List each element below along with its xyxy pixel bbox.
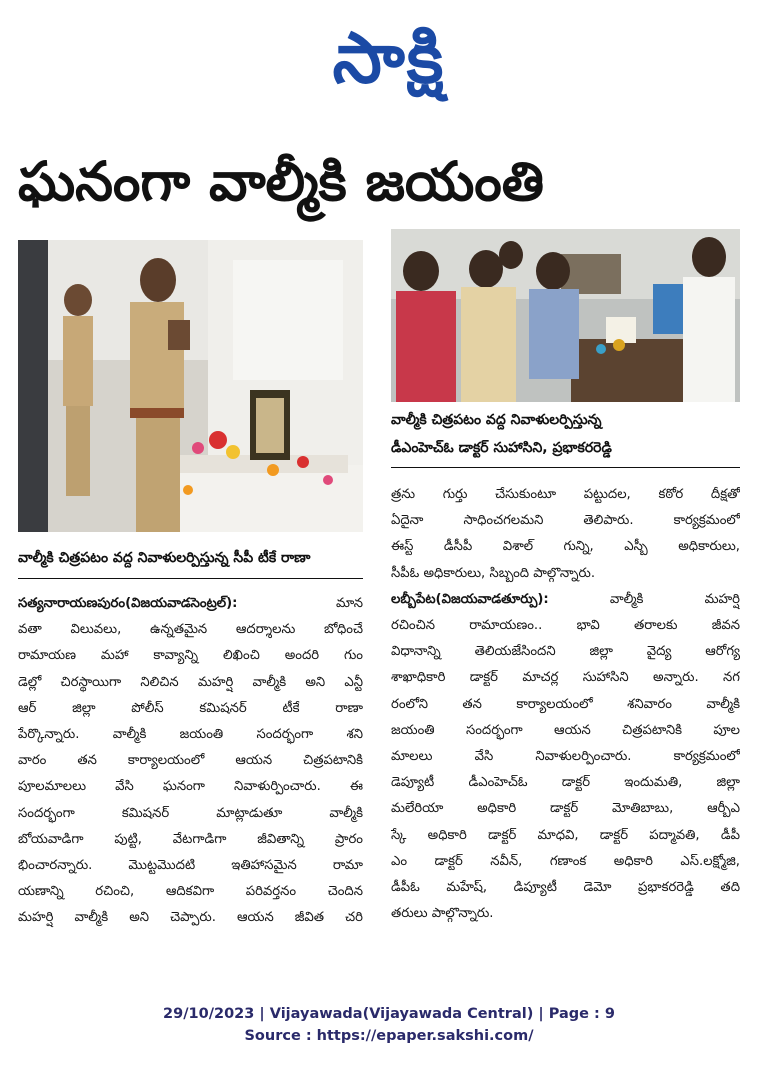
- photo-caption-right-line: వాల్మీకి చిత్రపటం వద్ద నివాళులర్పిస్తున్న: [391, 412, 602, 428]
- photo-caption-left: వాల్మీకి చిత్రపటం వద్ద నివాళులర్పిస్తున్న సీపీ టీకే రాణా: [18, 550, 311, 566]
- article-column-left: [18, 591, 363, 932]
- photo-commissioner-tribute: [18, 240, 363, 532]
- article-line: సీపీఓ అధికారులు, సిబ్బంది పాల్గొన్నారు.: [391, 565, 596, 581]
- article-line: రంలోని తన కార్యాలయంలో శనివారం వాల్మీకి: [391, 696, 740, 712]
- newspaper-logo: సాక్షి: [332, 17, 446, 99]
- article-line: ఈస్ట్ డీసీపీ విశాల్ గున్ని, ఎస్బీ అధికారులు,: [391, 539, 740, 555]
- article-line: భించారన్నారు. మొట్టమొదటి ఇతిహాసమైన రామా: [18, 858, 363, 874]
- article-line: స్కే అధికారి డాక్టర్ మాధవి, డాక్టర్ పద్మావతి, డీపీ: [391, 827, 740, 843]
- article-line: డెప్యూటీ డీఎంహెచ్ఓ డాక్టర్ ఇందుమతి, జిల్లా: [391, 775, 740, 791]
- article-line: డెల్లో చిరస్థాయిగా నిలిచిన మహర్షి వాల్మీకి అని ఎన్టీ: [18, 674, 363, 690]
- article-line: లబ్బీపేట(విజయవాడతూర్పు): వాల్మీకి మహర్షి: [391, 591, 740, 607]
- article-headline: ఘనంగా వాల్మీకి జయంతి: [18, 150, 544, 213]
- article-line: విధానాన్ని తెలియజేసిందని జిల్లా వైద్య ఆరోగ్య: [391, 644, 740, 660]
- article-line: పూలమాలలు వేసి ఘనంగా నివాళుర్పించారు. ఈ: [18, 779, 363, 795]
- article-line: సందర్భంగా కమిషనర్ మాట్లాడుతూ వాల్మీకి: [18, 805, 363, 821]
- article-line: త్రను గుర్తు చేసుకుంటూ పట్టుదల, కఠోర దీక్షతో: [391, 487, 740, 502]
- article-line: జయంతి సందర్భంగా ఆయన చిత్రపటానికి పూల: [391, 722, 740, 738]
- article-line: ఆర్ జిల్లా పోలీస్ కమిషనర్ టీకే రాణా: [18, 700, 363, 716]
- article-line: శాఖాధికారి డాక్టర్ మాచర్ల సుహాసిని అన్నారు. నగ: [391, 670, 740, 686]
- article-line: బోయవాడిగా పుట్టి, వేటగాడిగా జీవితాన్ని ప్రారం: [18, 831, 363, 847]
- dateline-right: లబ్బీపేట(విజయవాడతూర్పు):: [391, 591, 549, 607]
- article-line: మహర్షి వాల్మీకి అని చెప్పారు. ఆయన జీవిత చరి: [18, 910, 363, 926]
- photo-caption-right-line: డీఎంహెచ్ఓ డాక్టర్ సుహాసిని, ప్రభాకరరెడ్డి: [391, 440, 612, 456]
- article-line: ఎం డాక్టర్ నవీన్, గణాంక అధికారి ఎస్.లక్ష్మోజి,: [391, 853, 740, 869]
- article-line: రచించిన రామాయణం.. భావి తరాలకు జీవన: [391, 618, 740, 634]
- article-line: పేర్కొన్నారు. వాల్మీకి జయంతి సందర్భంగా శని: [18, 727, 363, 743]
- divider: [18, 578, 363, 579]
- footer-source-link[interactable]: Source : https://epaper.sakshi.com/: [244, 1028, 534, 1044]
- article-line: మాలలు వేసి నివాళులర్పించారు. కార్యక్రమంలో: [391, 749, 740, 765]
- article-line: సత్యనారాయణపురం(విజయవాడసెంట్రల్): మాన: [18, 596, 363, 611]
- article-line: వతా విలువలు, ఉన్నతమైన ఆదర్శాలను బోధించే: [18, 622, 363, 638]
- article-line: మలేరియా అధికారి డాక్టర్ మోతిబాబు, ఆర్బీఎ: [391, 801, 740, 817]
- article-line: డీపీఓ మహేష్, డిప్యూటీ డెమో ప్రభాకరరెడ్డి తది: [391, 880, 740, 896]
- photo-dmho-tribute: [391, 229, 740, 402]
- footer-edition-info: 29/10/2023 | Vijayawada(Vijayawada Central) | Page : 9: [163, 1006, 615, 1022]
- article-column-right: [391, 482, 740, 927]
- article-line: ఏదైనా సాధించగలమని తెలిపారు. కార్యక్రమంలో: [391, 513, 740, 529]
- divider: [391, 467, 740, 468]
- article-line: యణాన్ని రచించి, ఆదికవిగా పరివర్తనం చెందిన: [18, 884, 363, 900]
- article-line: తరులు పాల్గొన్నారు.: [391, 906, 494, 922]
- dateline-left: సత్యనారాయణపురం(విజయవాడసెంట్రల్):: [18, 596, 238, 611]
- photo-commissioner-tribute-illustration: [18, 240, 363, 532]
- photo-dmho-tribute-illustration: [391, 229, 740, 402]
- article-line: రామాయణ మహా కావ్యాన్ని లిఖించి అందరి గుం: [18, 648, 363, 664]
- photo-caption-right: [391, 406, 740, 462]
- article-line: వారం తన కార్యాలయంలో ఆయన చిత్రపటానికి: [18, 753, 363, 769]
